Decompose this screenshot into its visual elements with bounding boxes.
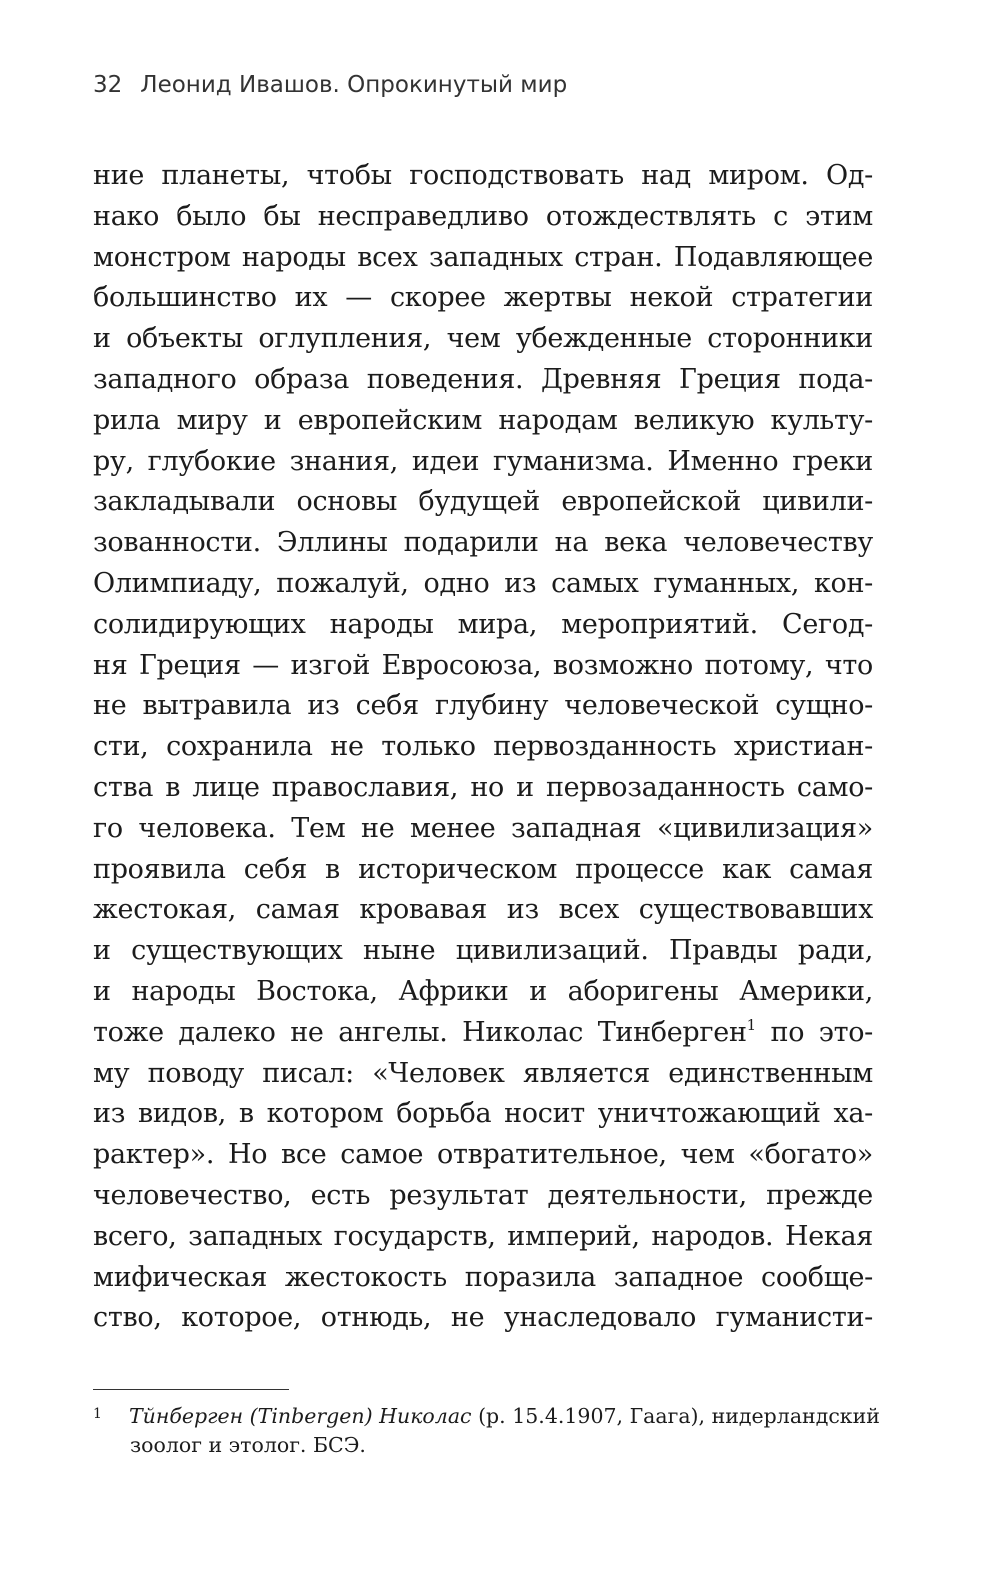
text-line: рила миру и европейским народам великую культу- [93,404,873,436]
footnote-mark: 1 [93,1406,102,1422]
text-fragment: тоже далеко не ангелы. Николас Тинберген [93,1016,747,1048]
text-line: го человека. Тем не менее западная «цивилизация» [93,812,873,844]
text-line: большинство их — скорее жертвы некой стратегии [93,282,873,314]
footnote-line [93,1402,880,1431]
text-line: из видов, в котором борьба носит уничтожающий ха- [93,1098,873,1130]
text-line: монстром народы всех западных стран. Подавляющее [93,241,873,273]
text-line: человечество, есть результат деятельности, прежде [93,1179,873,1211]
text-line: всего, западных государств, империй, народов. Некая [93,1220,873,1252]
text-line: солидирующих народы мира, мероприятий. Сегод- [93,608,873,640]
text-line: западного образа поведения. Древняя Греция пода- [93,363,873,395]
text-line: и существующих ныне цивилизаций. Правды ради, [93,935,873,967]
text-line: мифическая жестокость поразила западное сообще- [93,1261,873,1293]
text-line: зованности. Эллины подарили на века человечеству [93,527,873,559]
text-line: и объекты оглупления, чем убежденные сторонники [93,323,873,355]
text-line: сти, сохранила не только первозданность христиан- [93,731,873,763]
footnote-line: зоолог и этолог. БСЭ. [130,1433,366,1457]
footnote [93,1402,880,1460]
text-line: нако было бы несправедливо отождествлять с этим [93,200,873,232]
text-line: ства в лице православия, но и первозаданность само- [93,771,873,803]
footnote-divider [93,1389,289,1390]
footnote-text: (р. 15.4.1907, Гаага), нидерландский [471,1404,880,1428]
text-fragment: по это- [755,1016,873,1048]
running-head [93,72,567,98]
text-line-with-footnote [93,1013,873,1054]
text-line: закладывали основы будущей европейской цивили- [93,486,873,518]
text-line: ру, глубокие знания, идеи гуманизма. Именно греки [93,445,873,477]
main-text [93,156,873,1339]
running-title: Леонид Ивашов. Опрокинутый мир [140,72,568,98]
text-line: ние планеты, чтобы господствовать над миром. Од- [93,160,873,191]
text-line: рактер». Но все самое отвратительное, чем «богато» [93,1139,873,1171]
text-line: и народы Востока, Африки и аборигены Америки, [93,975,873,1007]
text-line: проявила себя в историческом процессе как самая [93,853,873,885]
footnote-reference[interactable]: 1 [746,1015,756,1034]
text-line: не вытравила из себя глубину человеческой сущно- [93,690,873,722]
page-number: 32 [93,72,123,98]
text-line: му поводу писал: «Человек является единственным [93,1057,873,1089]
text-line: жестокая, самая кровавая из всех существовавших [93,894,873,926]
footnote-name: Тйнберген (Tinbergen) Николас [129,1404,472,1428]
text-line: Олимпиаду, пожалуй, одно из самых гуманных, кон- [93,567,873,599]
text-line: ство, которое, отнюдь, не унаследовало гуманисти- [93,1302,873,1334]
text-line: ня Греция — изгой Евросоюза, возможно потому, что [93,649,873,681]
